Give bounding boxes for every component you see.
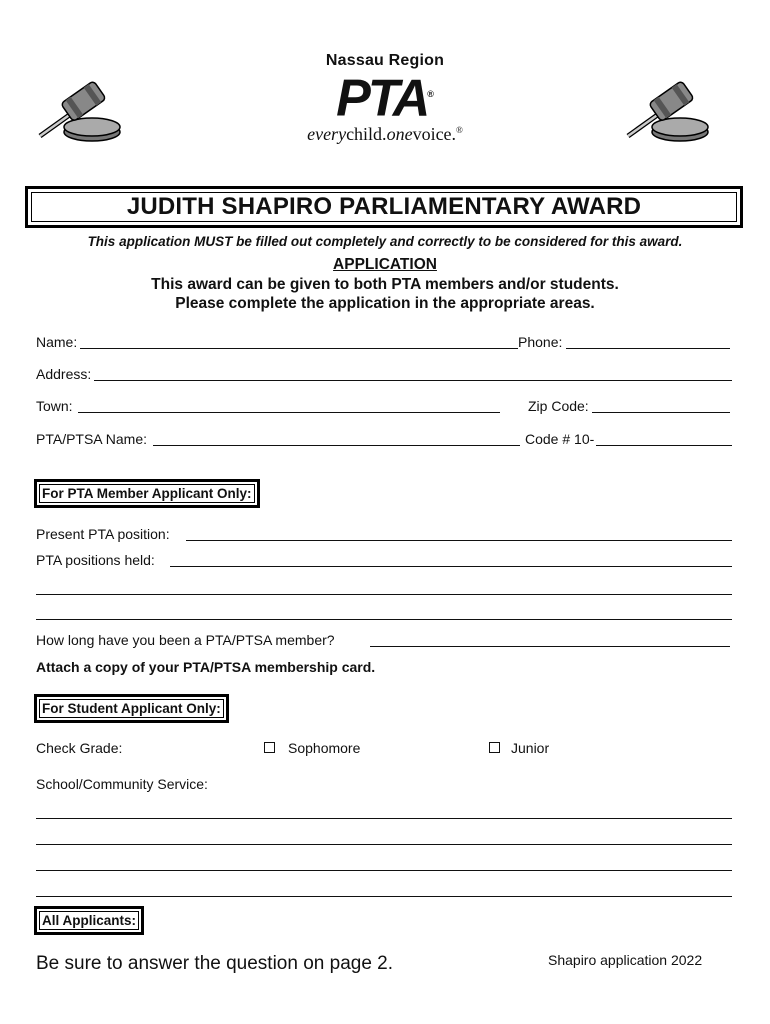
footer-text: Shapiro application 2022 (548, 952, 703, 968)
attach-card-note: Attach a copy of your PTA/PTSA membership card. (36, 659, 376, 675)
tagline-every: every (307, 124, 347, 144)
phone-field[interactable] (566, 348, 730, 349)
phone-label: Phone: (518, 334, 563, 350)
tagline-one: one (386, 124, 413, 144)
region-name: Nassau Region (325, 52, 445, 69)
tagline-registered-mark: ® (456, 125, 463, 135)
service-line-1[interactable] (36, 818, 732, 819)
positions-held-line-3[interactable] (36, 619, 732, 620)
pta-logo-text: PTA (336, 69, 428, 128)
title-box (25, 186, 743, 228)
positions-held-line-2[interactable] (36, 594, 732, 595)
application-heading: APPLICATION (333, 256, 437, 273)
town-label: Town: (36, 398, 73, 414)
pta-name-label: PTA/PTSA Name: (36, 431, 147, 447)
member-section-label (34, 479, 260, 508)
application-line-1: This award can be given to both PTA members and/or students. (151, 276, 619, 293)
sophomore-label: Sophomore (288, 740, 361, 756)
pta-logo (0, 68, 770, 128)
code-label: Code # 10- (525, 431, 595, 447)
junior-label: Junior (511, 740, 550, 756)
must-notice: This application MUST be filled out completely and correctly to be considered for this award. (87, 234, 683, 249)
junior-checkbox[interactable] (489, 742, 500, 753)
present-position-field[interactable] (186, 540, 732, 541)
tagline (0, 124, 770, 145)
all-section-label (34, 906, 144, 935)
student-section-label-text: For Student Applicant Only: (39, 699, 224, 718)
student-section-label (34, 694, 229, 723)
name-label: Name: (36, 334, 78, 350)
all-section-label-text: All Applicants: (39, 911, 139, 930)
registered-mark: ® (427, 89, 434, 99)
positions-held-label: PTA positions held: (36, 552, 155, 568)
member-section-label-text: For PTA Member Applicant Only: (39, 484, 255, 503)
application-line-2: Please complete the application in the appropriate areas. (175, 295, 595, 312)
code-field[interactable] (596, 445, 732, 446)
tagline-child: child. (346, 124, 387, 144)
page-title: JUDITH SHAPIRO PARLIAMENTARY AWARD (126, 193, 642, 220)
how-long-field[interactable] (370, 646, 730, 647)
service-label: School/Community Service: (36, 776, 208, 792)
address-field[interactable] (94, 380, 732, 381)
how-long-label: How long have you been a PTA/PTSA member? (36, 632, 335, 648)
tagline-voice: voice. (412, 124, 457, 144)
zip-field[interactable] (592, 412, 730, 413)
service-line-2[interactable] (36, 844, 732, 845)
positions-held-field[interactable] (170, 566, 732, 567)
title-inner (31, 192, 737, 222)
service-line-4[interactable] (36, 896, 732, 897)
page-two-note: Be sure to answer the question on page 2. (36, 953, 394, 974)
zip-label: Zip Code: (528, 398, 589, 414)
address-label: Address: (36, 366, 92, 382)
town-field[interactable] (78, 412, 500, 413)
present-position-label: Present PTA position: (36, 526, 170, 542)
name-field[interactable] (80, 348, 518, 349)
pta-name-field[interactable] (153, 445, 520, 446)
service-line-3[interactable] (36, 870, 732, 871)
sophomore-checkbox[interactable] (264, 742, 275, 753)
check-grade-label: Check Grade: (36, 740, 123, 756)
